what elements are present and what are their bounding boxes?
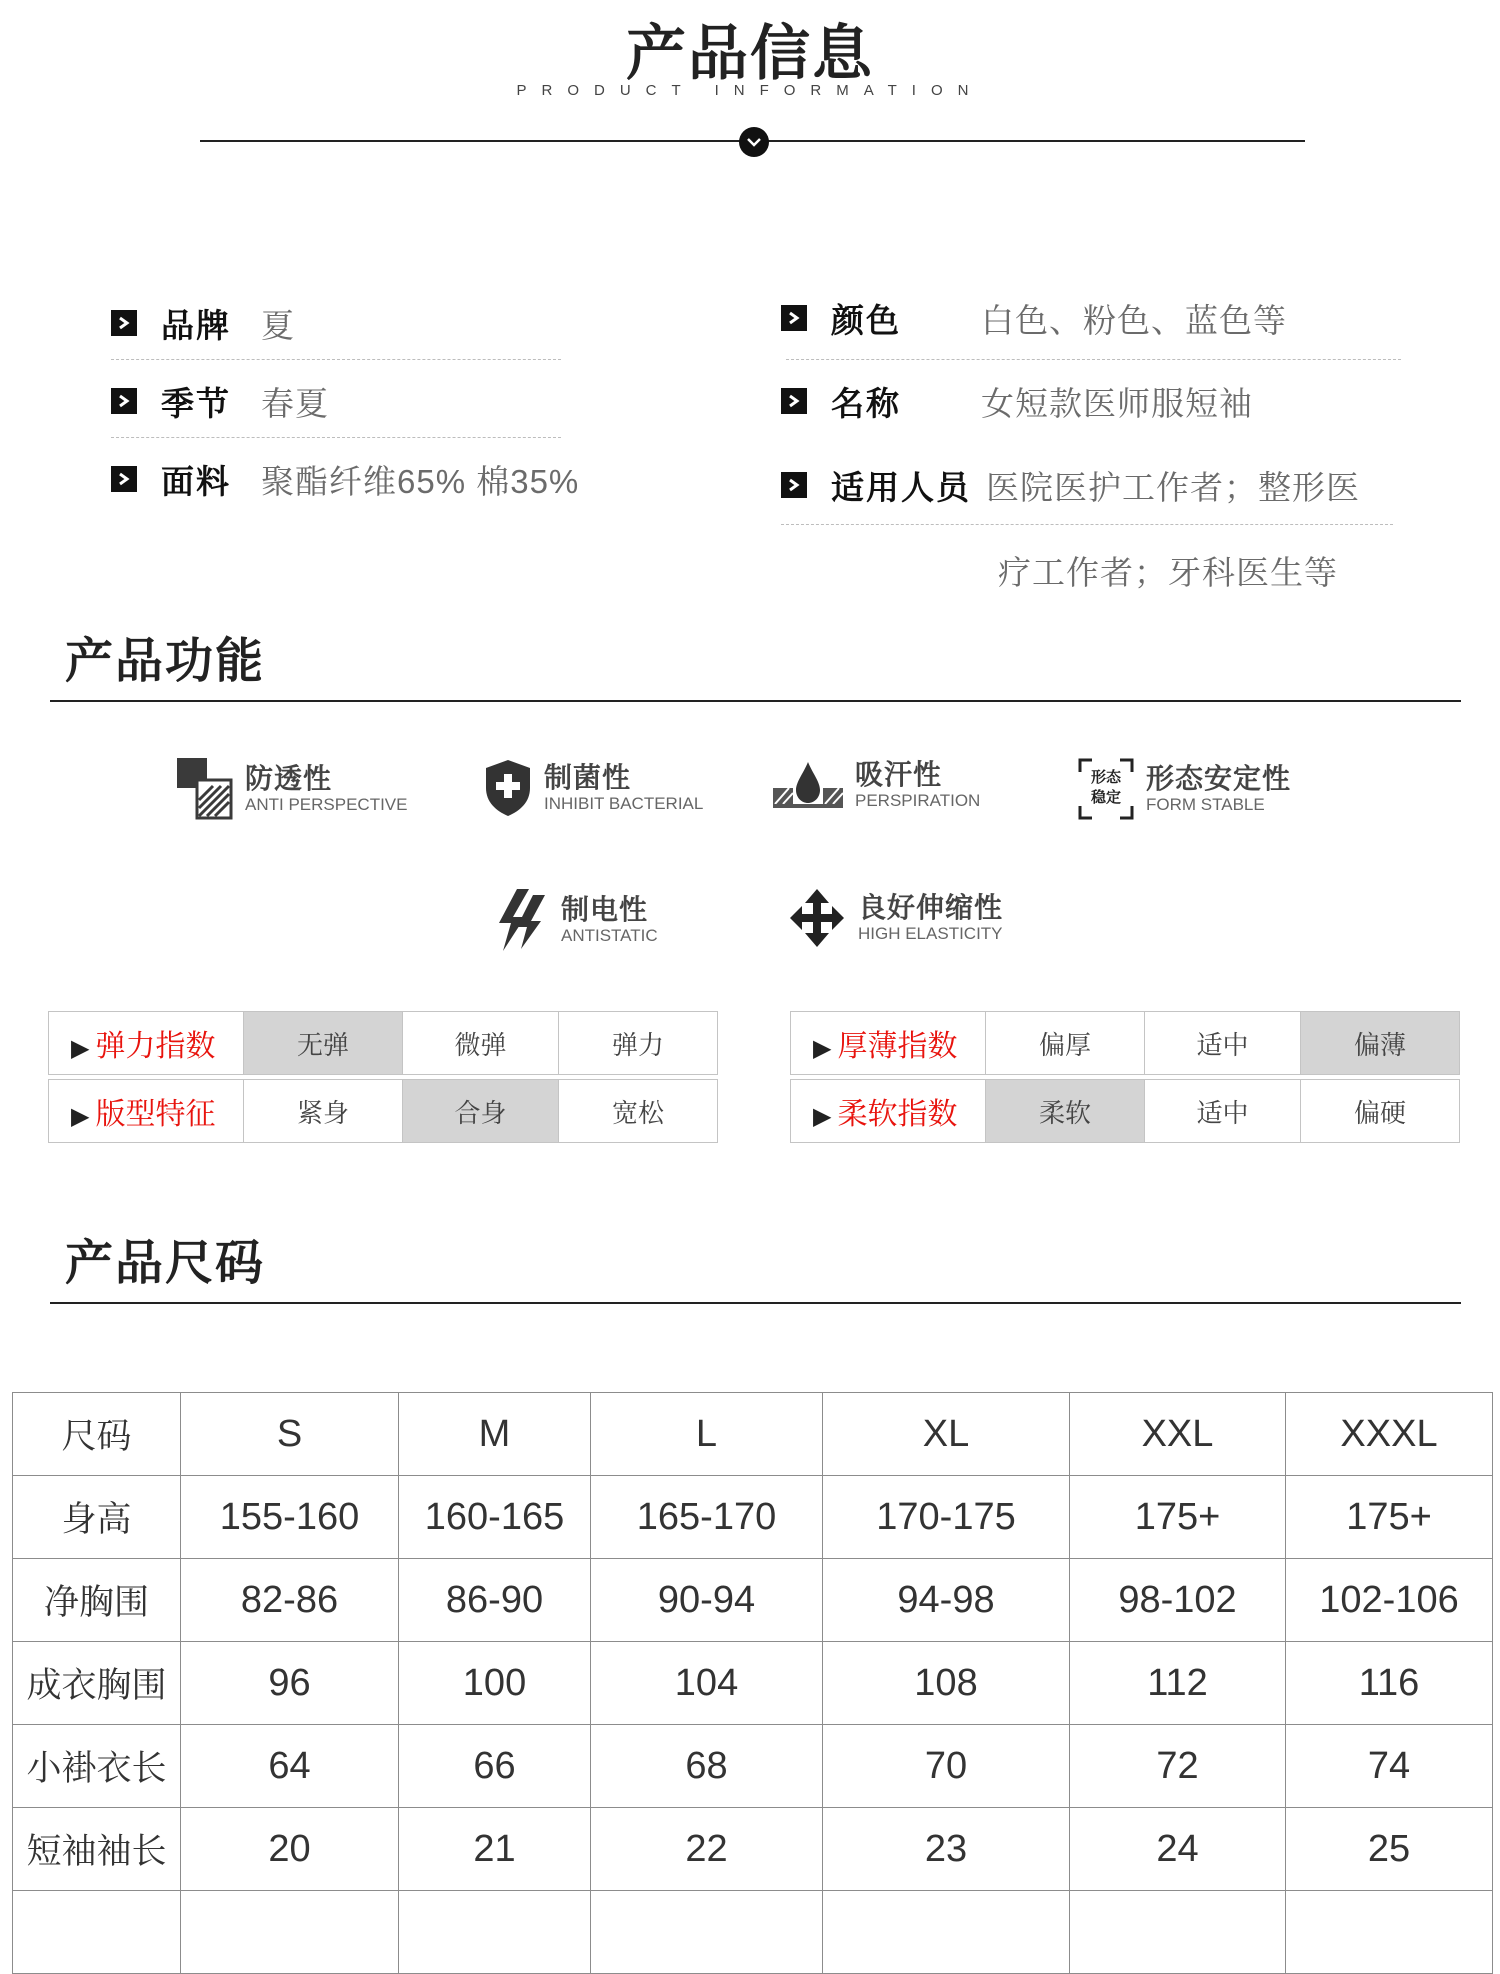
info-value: 聚酯纤维65% 棉35%	[261, 462, 580, 500]
table-cell: 86-90	[399, 1559, 591, 1642]
info-value: 春夏	[261, 384, 329, 422]
index-name	[49, 1012, 244, 1075]
info-label: 名称	[831, 384, 901, 422]
feature-high-elasticity	[788, 887, 1003, 949]
index-option-selected: 柔软	[986, 1080, 1145, 1143]
size-header-cell: XL	[823, 1393, 1070, 1476]
index-label: 版型特征	[95, 1098, 216, 1131]
index-table-right	[790, 1011, 1460, 1143]
feature-subtitle: ANTISTATIC	[561, 926, 658, 945]
arrow-right-icon	[781, 305, 807, 331]
form-stable-icon-text: 稳定	[1090, 789, 1121, 806]
form-stable-icon	[1078, 758, 1134, 820]
index-option: 适中	[1145, 1012, 1301, 1075]
table-cell: 175+	[1286, 1476, 1493, 1559]
table-cell: 175+	[1070, 1476, 1286, 1559]
info-label: 适用人员	[831, 468, 971, 506]
size-header-cell: L	[591, 1393, 823, 1476]
table-cell	[181, 1891, 399, 1974]
info-label: 颜色	[831, 301, 901, 339]
feature-form-stable	[1078, 758, 1291, 820]
table-cell: 155-160	[181, 1476, 399, 1559]
index-name	[791, 1012, 986, 1075]
section-divider	[50, 1302, 1461, 1304]
shield-cross-icon	[484, 758, 532, 818]
table-cell	[1070, 1891, 1286, 1974]
index-name	[49, 1080, 244, 1143]
index-option-selected: 偏薄	[1301, 1012, 1460, 1075]
info-value: 医院医护工作者；整形医	[986, 468, 1360, 506]
info-item-users	[781, 460, 1401, 510]
table-cell: 25	[1286, 1808, 1493, 1891]
table-cell	[1286, 1891, 1493, 1974]
size-table-row	[13, 1476, 1493, 1559]
divider	[111, 437, 561, 438]
arrow-right-icon	[111, 310, 137, 336]
feature-text	[855, 759, 980, 811]
chevron-down-icon	[739, 127, 769, 157]
index-name	[791, 1080, 986, 1143]
table-cell: 165-170	[591, 1476, 823, 1559]
index-row	[791, 1080, 1460, 1143]
table-cell: 116	[1286, 1642, 1493, 1725]
info-item-color	[781, 293, 1401, 343]
triangle-right-icon: ▶	[71, 1103, 90, 1130]
feature-subtitle: FORM STABLE	[1146, 795, 1265, 814]
table-cell: 96	[181, 1642, 399, 1725]
feature-text	[858, 892, 1003, 944]
page-subtitle: PRODUCT INFORMATION	[516, 82, 984, 99]
size-table	[12, 1392, 1493, 1974]
feature-title: 制电性	[561, 894, 649, 925]
section-divider	[50, 700, 1461, 702]
section-title-size: 产品尺码	[65, 1237, 266, 1290]
table-cell: 90-94	[591, 1559, 823, 1642]
feature-text	[1146, 763, 1291, 815]
anti-perspective-icon	[177, 758, 233, 820]
table-cell: 70	[823, 1725, 1070, 1808]
row-label	[13, 1891, 181, 1974]
table-cell: 94-98	[823, 1559, 1070, 1642]
index-option-selected: 合身	[403, 1080, 559, 1143]
row-label: 短袖袖长	[13, 1808, 181, 1891]
table-cell: 20	[181, 1808, 399, 1891]
index-option: 紧身	[244, 1080, 403, 1143]
index-option: 偏硬	[1301, 1080, 1460, 1143]
info-item-name	[781, 376, 1401, 426]
table-cell: 74	[1286, 1725, 1493, 1808]
feature-title: 良好伸缩性	[858, 892, 1004, 923]
row-label: 净胸围	[13, 1559, 181, 1642]
table-cell: 108	[823, 1642, 1070, 1725]
form-stable-icon-text: 形态	[1090, 769, 1121, 786]
size-table-row	[13, 1725, 1493, 1808]
info-value-continued: 疗工作者；牙科医生等	[998, 554, 1338, 591]
feature-subtitle: PERSPIRATION	[855, 791, 981, 810]
table-cell: 22	[591, 1808, 823, 1891]
info-label: 品牌	[161, 306, 231, 344]
feature-anti-perspective	[177, 758, 407, 820]
table-cell: 68	[591, 1725, 823, 1808]
feature-title: 制菌性	[544, 762, 632, 793]
arrow-right-icon	[111, 388, 137, 414]
index-option-selected: 无弹	[244, 1012, 403, 1075]
table-cell: 112	[1070, 1642, 1286, 1725]
info-item-brand	[111, 298, 561, 348]
size-table-header	[13, 1393, 1493, 1476]
feature-subtitle: ANTI PERSPECTIVE	[245, 795, 408, 814]
info-value: 女短款医师服短袖	[981, 384, 1253, 422]
size-header-cell: XXXL	[1286, 1393, 1493, 1476]
section-title-functions: 产品功能	[65, 635, 266, 688]
triangle-right-icon: ▶	[813, 1035, 832, 1062]
size-table-row	[13, 1642, 1493, 1725]
table-cell: 21	[399, 1808, 591, 1891]
table-cell: 64	[181, 1725, 399, 1808]
index-option: 微弹	[403, 1012, 559, 1075]
index-row	[791, 1012, 1460, 1075]
feature-text	[544, 762, 703, 814]
table-cell: 72	[1070, 1725, 1286, 1808]
size-header-cell: 尺码	[13, 1393, 181, 1476]
row-label: 身高	[13, 1476, 181, 1559]
feature-subtitle: INHIBIT BACTERIAL	[544, 794, 704, 813]
index-label: 厚薄指数	[837, 1030, 958, 1063]
table-cell	[823, 1891, 1070, 1974]
size-header-cell: M	[399, 1393, 591, 1476]
info-right	[781, 293, 1401, 594]
divider	[781, 524, 1393, 525]
four-arrows-icon	[788, 887, 846, 949]
index-option: 偏厚	[986, 1012, 1145, 1075]
row-label: 小褂衣长	[13, 1725, 181, 1808]
row-label: 成衣胸围	[13, 1642, 181, 1725]
info-value: 夏	[261, 306, 295, 344]
table-cell: 23	[823, 1808, 1070, 1891]
feature-perspiration	[773, 758, 980, 812]
size-table-row	[13, 1808, 1493, 1891]
feature-title: 吸汗性	[855, 759, 943, 790]
divider	[786, 359, 1401, 360]
feature-subtitle: HIGH ELASTICITY	[858, 924, 1003, 943]
index-option: 弹力	[559, 1012, 718, 1075]
table-cell: 66	[399, 1725, 591, 1808]
index-option: 宽松	[559, 1080, 718, 1143]
table-cell: 98-102	[1070, 1559, 1286, 1642]
lightning-icon	[493, 887, 549, 953]
feature-antistatic	[493, 887, 658, 953]
table-cell: 170-175	[823, 1476, 1070, 1559]
page-title: 产品信息	[626, 20, 874, 87]
size-table-row-partial	[13, 1891, 1493, 1974]
arrow-right-icon	[781, 472, 807, 498]
divider	[111, 359, 561, 360]
feature-title: 形态安定性	[1146, 763, 1292, 794]
feature-text	[561, 894, 658, 946]
arrow-right-icon	[111, 466, 137, 492]
size-header-cell: XXL	[1070, 1393, 1286, 1476]
info-left	[111, 298, 580, 504]
triangle-right-icon: ▶	[813, 1103, 832, 1130]
index-label: 弹力指数	[95, 1030, 216, 1063]
info-item-season	[111, 376, 561, 426]
table-cell	[399, 1891, 591, 1974]
index-label: 柔软指数	[837, 1098, 958, 1131]
info-label: 面料	[161, 462, 231, 500]
index-row	[49, 1080, 718, 1143]
table-cell: 102-106	[1286, 1559, 1493, 1642]
size-table-row	[13, 1559, 1493, 1642]
table-cell	[591, 1891, 823, 1974]
index-table-left	[48, 1011, 718, 1143]
table-cell: 24	[1070, 1808, 1286, 1891]
info-label: 季节	[161, 384, 231, 422]
feature-text	[245, 763, 407, 815]
table-cell: 104	[591, 1642, 823, 1725]
feature-inhibit-bacterial	[484, 758, 703, 818]
size-header-cell: S	[181, 1393, 399, 1476]
table-cell: 100	[399, 1642, 591, 1725]
feature-title: 防透性	[245, 763, 333, 794]
triangle-right-icon: ▶	[71, 1035, 90, 1062]
arrow-right-icon	[781, 388, 807, 414]
index-option: 适中	[1145, 1080, 1301, 1143]
table-cell: 82-86	[181, 1559, 399, 1642]
info-item-fabric	[111, 454, 580, 504]
table-cell: 160-165	[399, 1476, 591, 1559]
water-drop-icon	[773, 758, 843, 812]
index-row	[49, 1012, 718, 1075]
info-value: 白色、粉色、蓝色等	[981, 301, 1287, 339]
